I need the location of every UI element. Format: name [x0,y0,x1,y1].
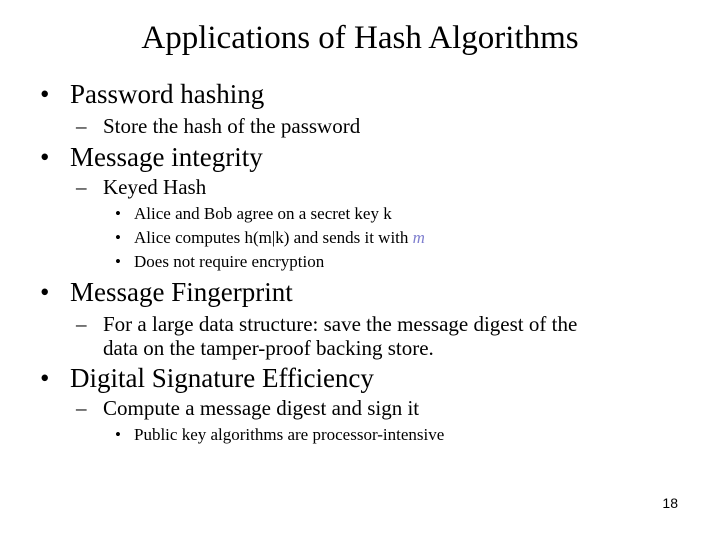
sub-sub-bullet-text: Alice and Bob agree on a secret key k [134,204,392,223]
sub-bullet-text-line1: For a large data structure: save the message digest of the [103,312,578,336]
bullet-text: Message Fingerprint [70,277,293,307]
sub-sub-bullet-text: Public key algorithms are processor-intensive [134,425,445,444]
bullet-marker: • [115,228,121,247]
sub-bullet-text: Store the hash of the password [103,114,361,138]
bullet-marker: • [115,252,121,271]
dash-marker: – [76,175,87,199]
page-number: 18 [662,495,678,511]
dash-marker: – [76,312,87,336]
sub-bullet-text: Keyed Hash [103,175,207,199]
bullet-marker: • [40,363,50,393]
sub-bullet-text: Compute a message digest and sign it [103,396,420,420]
bullet-marker: • [40,277,50,307]
bullet-marker: • [115,204,121,223]
slide-title: Applications of Hash Algorithms [141,20,579,56]
dash-marker: – [76,396,87,420]
bullet-text: Password hashing [70,79,265,109]
dash-marker: – [76,114,87,138]
bullet-marker: • [40,79,50,109]
bullet-text: Message integrity [70,142,263,172]
sub-bullet-text-line2: data on the tamper-proof backing store. [103,336,434,360]
sub-sub-bullet-text-wrap [134,228,425,248]
sub-sub-bullet-text: Alice computes h(m|k) and sends it with [134,228,413,247]
sub-sub-bullet-text: Does not require encryption [134,252,325,271]
bullet-text: Digital Signature Efficiency [70,363,374,393]
bullet-marker: • [115,425,121,444]
accent-variable-m: m [412,228,425,247]
bullet-marker: • [40,142,50,172]
